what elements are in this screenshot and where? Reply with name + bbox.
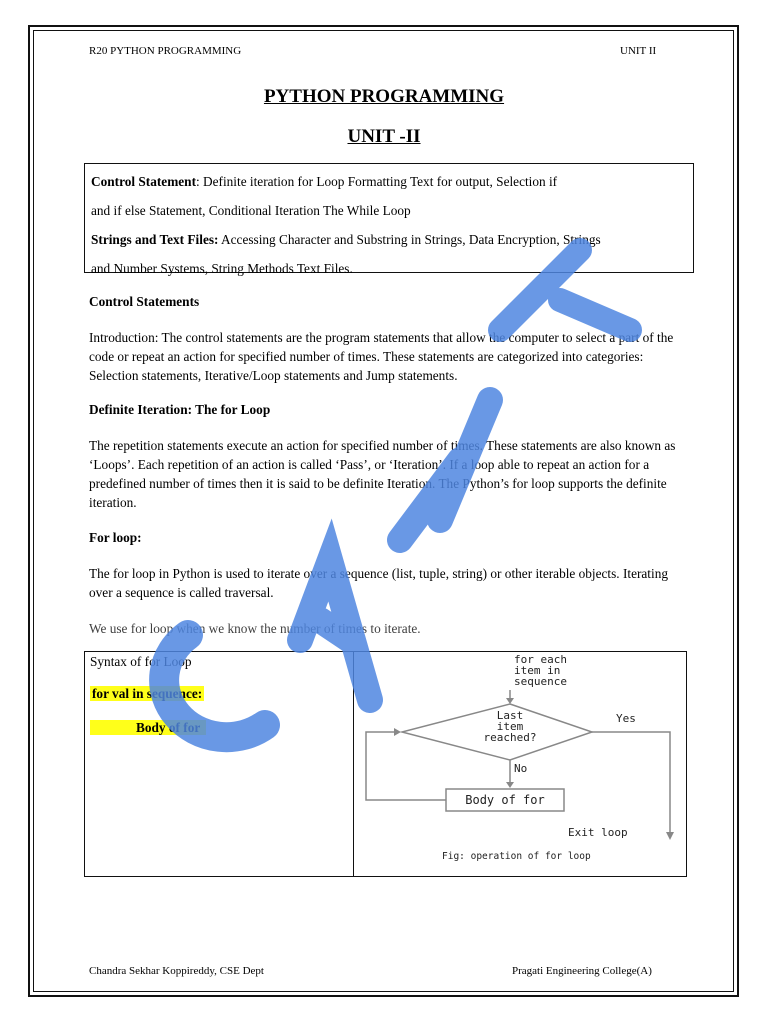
topics-box: [84, 163, 694, 276]
flow-no-label: No: [514, 762, 528, 775]
paragraph-for-loop: The for loop in Python is used to iterate over a sequence (list, tuple, string) or other iterable objects. Iterating over a sequence is called traversal.: [89, 566, 668, 600]
flow-arrowhead-body: [506, 782, 514, 788]
flow-start-line-1: for each: [514, 653, 567, 666]
unit-subtitle: UNIT -II: [347, 126, 421, 147]
flow-loop-back-path: [366, 732, 446, 800]
topics-text-1: : Definite iteration for Loop Formatting Text for output, Selection if: [196, 174, 558, 189]
syntax-table: [84, 651, 687, 877]
paragraph-for-loop-note: We use for loop when we know the number of times to iterate.: [89, 621, 421, 636]
heading-control-statements: Control Statements: [89, 294, 200, 309]
header-right: UNIT II: [620, 45, 657, 57]
flow-body-label: Body of for: [465, 793, 545, 807]
flow-caption: Fig: operation of for loop: [442, 851, 591, 862]
flow-arrowhead-exit: [666, 832, 674, 840]
flow-yes-label: Yes: [616, 712, 636, 725]
flow-start-line-2: item in: [514, 664, 561, 677]
heading-definite-iteration: Definite Iteration: The for Loop: [89, 402, 271, 417]
topics-label-control: Control Statement: [91, 174, 197, 189]
header-left: R20 PYTHON PROGRAMMING: [89, 45, 242, 57]
topics-line-4: and Number Systems, String Methods Text Files.: [91, 261, 353, 276]
flow-yes-path: [592, 732, 670, 834]
topics-text-3: Accessing Character and Substring in Strings, Data Encryption, Strings: [218, 232, 601, 247]
flow-exit-label: Exit loop: [568, 826, 628, 839]
topics-label-strings: Strings and Text Files:: [91, 232, 219, 247]
syntax-line-2: [90, 720, 206, 736]
flow-arrowhead-start: [506, 698, 514, 704]
topics-line-1: [91, 167, 687, 196]
paragraph-definite-iteration: The repetition statements execute an action for specified number of times. These statements are also known as ‘Loops’. Each repetition of an action is called ‘Pass’, or ‘Iteration’. If a loop able to repeat an action for a predefined number of times then it is said to be definite Iteration. The Python’s for loop supports the definite iteration.: [89, 438, 676, 510]
flow-decision-line-1: Last: [496, 709, 524, 722]
topics-line-3: [91, 225, 687, 254]
paragraph-control-intro: Introduction: The control statements are the program statements that allow the computer to select a part of the code or repeat an action for specified number of times. These statements are categorized into categories: Selection statements, Iterative/Loop statements and Jump statements.: [89, 330, 674, 383]
syntax-caption: Syntax of for Loop: [90, 654, 192, 669]
footer-right: Pragati Engineering College(A): [512, 965, 652, 977]
flow-decision-line-3: reached?: [483, 731, 537, 744]
flow-arrowhead-loop: [394, 728, 401, 736]
syntax-line-1: [90, 686, 204, 702]
for-loop-flowchart: [354, 652, 688, 876]
page-title: PYTHON PROGRAMMING: [263, 86, 505, 107]
syntax-code-body: Body of for: [90, 720, 206, 735]
footer-left: Chandra Sekhar Koppireddy, CSE Dept: [89, 965, 264, 977]
topics-line-2: and if else Statement, Conditional Iteration The While Loop: [91, 203, 411, 218]
heading-for-loop: For loop:: [89, 530, 142, 545]
syntax-code-for: for val in sequence:: [92, 686, 203, 701]
flow-start-line-3: sequence: [514, 675, 567, 688]
flow-decision-line-2: item: [496, 720, 524, 733]
